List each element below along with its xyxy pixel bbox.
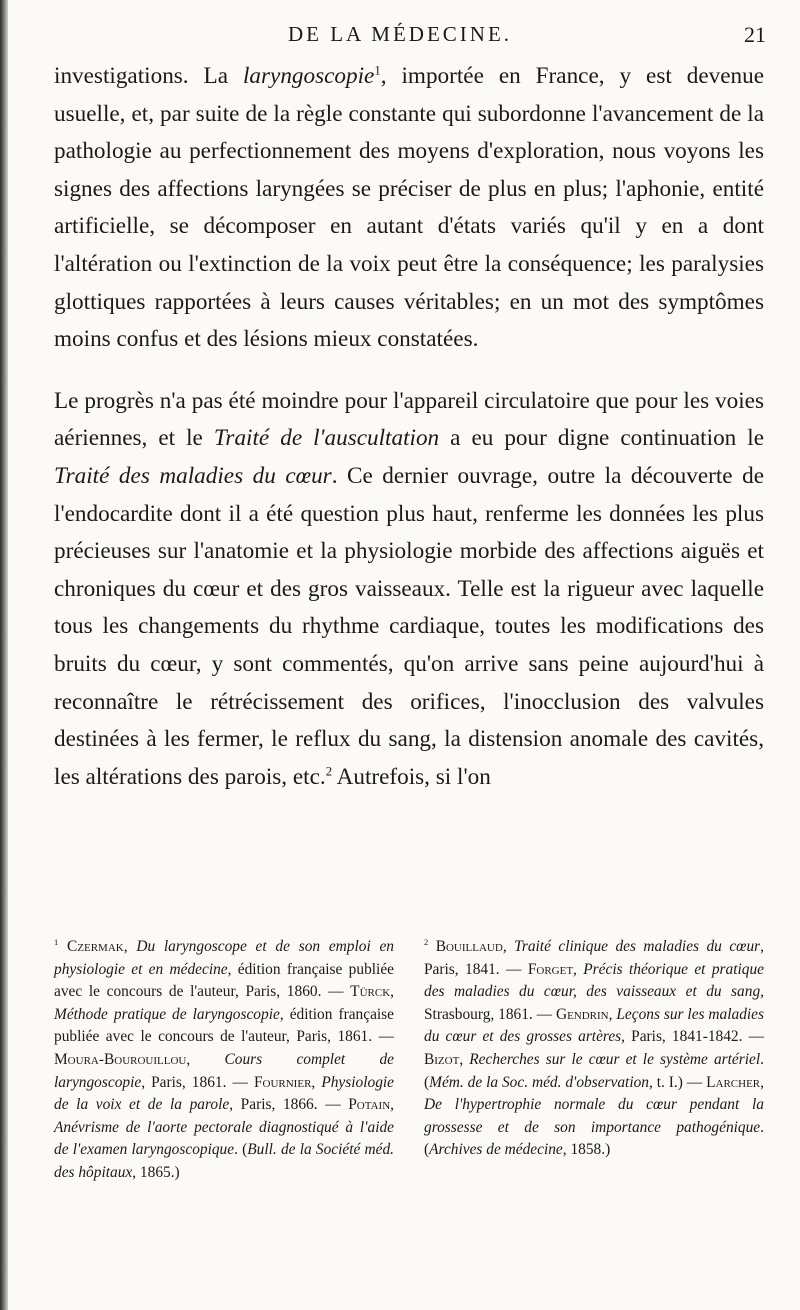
paragraph-circulatory bbox=[54, 383, 764, 797]
text-run: , édition française publiée avec le concours de l'auteur, Paris, 1861. — bbox=[54, 1005, 394, 1046]
text-run: , 1858.) bbox=[562, 1141, 611, 1159]
note-reference: 1 bbox=[374, 63, 381, 78]
author-name: Moura-Bourouillou bbox=[54, 1050, 187, 1068]
note-reference: 2 bbox=[325, 763, 333, 778]
italic-title: Précis théorique et pratique des maladies du cœur, des vaisseaux et du sang bbox=[424, 960, 764, 1001]
text-run: , bbox=[760, 1073, 764, 1091]
text-run: , bbox=[311, 1073, 322, 1091]
italic-title: Bull. de la Société méd. des hôpitaux bbox=[54, 1141, 395, 1181]
page-header bbox=[0, 22, 800, 54]
text-run: , bbox=[502, 938, 515, 955]
author-name: Bouillaud bbox=[435, 938, 503, 955]
italic-title: Traité des maladies du cœur bbox=[54, 462, 332, 489]
text-run: , bbox=[186, 1050, 225, 1068]
italic-title: Méthode pratique de laryngoscopie bbox=[54, 1005, 280, 1023]
author-name: Potain bbox=[348, 1096, 391, 1114]
italic-title: Traité clinique des maladies du cœur bbox=[514, 938, 761, 955]
italic-title: Archives de médecine bbox=[429, 1141, 563, 1159]
text-run: , bbox=[608, 1005, 617, 1023]
italic-title: De l'hypertrophie normale du cœur pendant la grossesse et de son importance pathogénique bbox=[424, 1096, 764, 1136]
text-run: . ( bbox=[424, 1050, 764, 1091]
italic-title: Cours complet de laryngoscopie bbox=[54, 1050, 394, 1091]
book-spine-edge bbox=[0, 0, 8, 1310]
text-run: . ( bbox=[234, 1141, 248, 1159]
text-run: , édition française publiée avec le concours de l'auteur, Paris, 1860. — bbox=[54, 960, 394, 1001]
text-run: , Paris, 1841. — bbox=[424, 938, 764, 978]
text-run: a eu pour digne continuation le bbox=[439, 425, 764, 452]
text-run: investigations. La bbox=[54, 63, 243, 89]
footnote-2 bbox=[424, 936, 764, 1185]
text-run: . Ce dernier ouvrage, outre la découverte de l'endocardite dont il a été question plus haut, renferme les données les plus précieuses sur l'anatomie et la physiologie morbide des affections aiguës et chroniques du cœur et des gros vaisseaux. Telle est la rigueur avec laquelle tous les changements du rhythme cardiaque, toutes les modifications des bruits du cœur, y sont commentés, qu'on arrive sans peine aujourd'hui à reconnaître le rétrécissement des orifices, l'inocclusion des valvules destinées à les fermer, le reflux du sang, la distension anomale des cavités, les altérations des parois, etc. bbox=[54, 462, 765, 790]
italic-title: laryngoscopie bbox=[242, 63, 375, 89]
text-run: , bbox=[390, 1096, 395, 1114]
author-name: Türck bbox=[350, 983, 391, 1001]
author-name: Larcher bbox=[706, 1073, 761, 1091]
text-run: Autrefois, si l'on bbox=[332, 763, 491, 790]
author-name: Fournier bbox=[253, 1073, 312, 1091]
text-run: , bbox=[459, 1050, 470, 1068]
text-run: , bbox=[573, 960, 584, 978]
paragraph-laryngoscopy bbox=[54, 58, 764, 359]
text-run: Le progrès n'a pas été moindre pour l'appareil circulatoire que pour les voies aériennes, et le bbox=[54, 387, 764, 452]
footnote-1 bbox=[54, 936, 394, 1185]
italic-title: Du laryngoscope et de son emploi en physiologie et en médecine bbox=[54, 938, 394, 978]
text-run: , importée en France, y est devenue usuelle, et, par suite de la règle constante qui subordonne l'avancement de la pathologie au perfectionnement des moyens d'exploration, nous voyons les signes des affections laryngées se préciser de plus en plus; l'aphonie, entité artificielle, se décomposer en autant d'états variés qu'il y en a dont l'altération ou l'extinction de la voix peut être la conséquence; les paralysies glottiques rapportées à leurs causes véritables; en un mot des symptômes moins confus et des lésions mieux constatées. bbox=[54, 63, 764, 353]
text-run: , bbox=[390, 983, 394, 1001]
text-run bbox=[428, 938, 435, 955]
author-name: Gendrin bbox=[555, 1005, 609, 1023]
italic-title: Leçons sur les maladies du cœur et des grosses artères bbox=[424, 1005, 764, 1046]
text-run: , Strasbourg, 1861. — bbox=[424, 983, 764, 1023]
text-run: , 1865.) bbox=[132, 1163, 180, 1181]
author-name: Czermak bbox=[67, 938, 124, 955]
author-name: Forget bbox=[527, 960, 574, 978]
italic-title: Physiologie de la voix et de la parole bbox=[54, 1073, 394, 1114]
italic-title: Mém. de la Soc. méd. d'observation bbox=[429, 1073, 650, 1091]
text-run: , t. I.) — bbox=[649, 1073, 707, 1091]
main-text bbox=[54, 58, 764, 796]
footnotes bbox=[54, 936, 764, 1185]
text-run: , Paris, 1841-1842. — bbox=[621, 1028, 764, 1046]
text-run: , bbox=[123, 938, 137, 955]
note-reference: 2 bbox=[424, 936, 429, 947]
italic-title: Anévrisme de l'aorte pectorale diagnostiqué à l'aide de l'examen laryngoscopique bbox=[54, 1118, 394, 1159]
text-run: , Paris, 1861. — bbox=[141, 1073, 254, 1091]
text-run: , Paris, 1866. — bbox=[229, 1096, 349, 1114]
italic-title: Traité de l'auscultation bbox=[213, 425, 440, 452]
page-number: 21 bbox=[744, 22, 766, 47]
running-title: DE LA MÉDECINE. bbox=[287, 22, 513, 46]
italic-title: Recherches sur le cœur et le système artériel bbox=[469, 1050, 761, 1068]
text-run: . ( bbox=[424, 1118, 764, 1159]
note-reference: 1 bbox=[54, 936, 59, 947]
text-run bbox=[58, 938, 67, 955]
author-name: Bizot bbox=[424, 1050, 460, 1068]
